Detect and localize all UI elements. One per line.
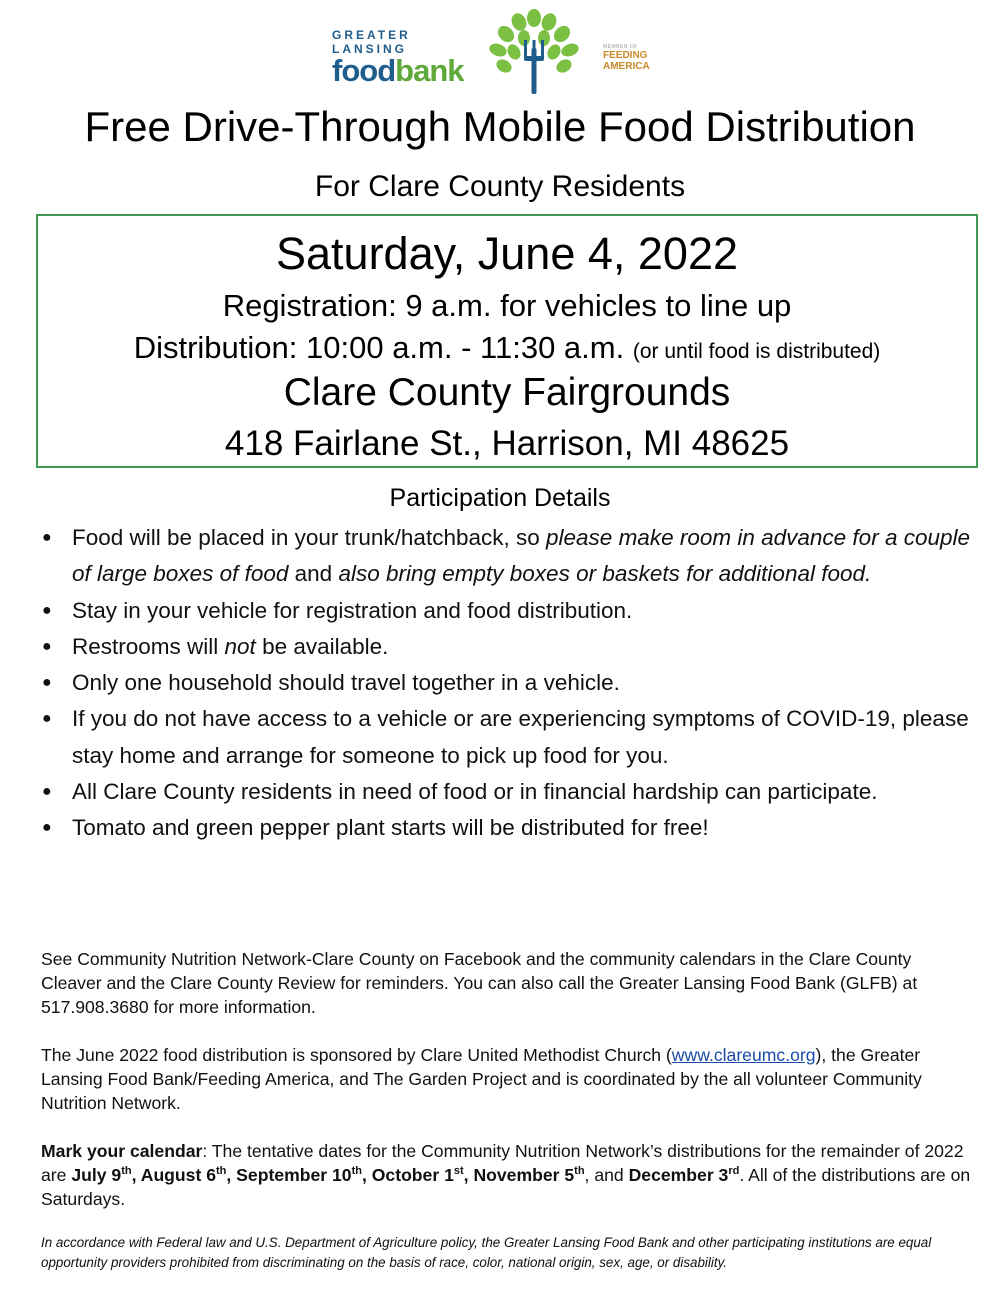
bullet-icon: ● (42, 529, 52, 546)
event-address: 418 Fairlane St., Harrison, MI 48625 (224, 424, 790, 463)
tree-fork-icon (486, 8, 582, 98)
bullet-text: Stay in your vehicle for registration and food distribution. (72, 597, 633, 623)
bullet-text: Food will be placed in your trunk/hatchback, so (72, 525, 547, 550)
bullet-text: Restrooms will (72, 633, 225, 659)
date-suffix: rd (728, 1165, 740, 1178)
bullet-icon: ● (42, 601, 52, 619)
bullet-emphasis: also bring empty boxes or baskets for additional food. (338, 561, 872, 587)
date-text: September 10 (236, 1165, 352, 1186)
list-item (40, 701, 970, 774)
registration-text: 9 a.m. for vehicles to line up (396, 288, 792, 323)
bullet-emphasis: not (224, 633, 256, 659)
date-suffix: st (453, 1165, 464, 1178)
date-august (141, 1165, 236, 1185)
date-sep: , (131, 1165, 141, 1186)
sponsor-text-end: ), the Greater Lansing Food Bank/Feeding America, and The Garden Project and is coordinated by the all volunteer Community Nutrition Network. (41, 1045, 922, 1114)
list-item (40, 520, 970, 593)
feeding-america-logo (603, 44, 673, 72)
calendar-paragraph (41, 1139, 971, 1212)
date-december (629, 1165, 740, 1185)
list-item (40, 774, 970, 810)
date-october (372, 1165, 474, 1185)
bullet-emphasis: please make room in advance for a couple of large boxes of food (72, 525, 971, 587)
details-heading: Participation Details (389, 484, 611, 512)
bullet-text: All Clare County residents in need of food or in financial hardship can participate. (72, 779, 878, 805)
bullet-text: If you do not have access to a vehicle or are experiencing symptoms of COVID-19, please stay home and arrange for someone to pick up food for you. (72, 706, 969, 768)
date-july (71, 1165, 140, 1185)
date-sep: , (463, 1165, 474, 1186)
calendar-end: . All of the distributions are on Saturdays. (41, 1165, 971, 1210)
list-item (40, 810, 970, 846)
bullet-text: and (288, 561, 339, 587)
bullet-icon: ● (42, 819, 52, 837)
event-date: Saturday, June 4, 2022 (276, 228, 738, 279)
distribution-label: Distribution: (133, 330, 298, 365)
list-item (40, 629, 970, 665)
event-venue: Clare County Fairgrounds (283, 371, 731, 414)
glfb-logo (332, 28, 477, 86)
bullet-text: Only one household should travel together in a vehicle. (72, 670, 620, 696)
bullet-icon: ● (42, 674, 52, 692)
date-text: November 5 (473, 1165, 575, 1186)
date-sep: , and (584, 1165, 629, 1186)
distribution-note: (or until food is distributed) (632, 340, 881, 363)
date-suffix: th (351, 1165, 362, 1178)
page-title: Free Drive-Through Mobile Food Distribution (84, 103, 916, 150)
glfb-logo-food: food (332, 53, 396, 88)
calendar-text: : The tentative dates for the Community Nutrition Network’s distributions for the remainder of 2022 are (41, 1141, 964, 1186)
sponsor-text: The June 2022 food distribution is sponsored by Clare United Methodist Church ( (41, 1045, 672, 1065)
date-sep: , (226, 1165, 237, 1186)
feeding-america-member: MEMBER OF (603, 44, 638, 50)
reminder-paragraph: See Community Nutrition Network-Clare County on Facebook and the community calendars in the Clare County Cleaver and the Clare County Review for reminders. You can also call the Greater Lansing Food Bank (GLFB) at 517.908.3680 for more information. (41, 949, 918, 1018)
page-subtitle: For Clare County Residents (314, 170, 686, 203)
logo-row (0, 8, 1000, 96)
glfb-logo-top: GREATER LANSING (332, 28, 411, 56)
date-sep: , (361, 1165, 372, 1186)
date-text: August 6 (140, 1165, 216, 1186)
glfb-logo-wordmark (332, 53, 477, 88)
date-text: July 9 (71, 1165, 122, 1186)
date-suffix: th (121, 1165, 132, 1178)
sponsor-paragraph (41, 1043, 971, 1116)
date-suffix: th (216, 1165, 227, 1178)
calendar-lead: Mark your calendar (41, 1141, 203, 1161)
clareumc-link[interactable]: www.clareumc.org (671, 1045, 816, 1065)
bullet-icon: ● (42, 783, 52, 801)
registration-label: Registration: (222, 288, 397, 323)
event-registration (38, 288, 976, 324)
distribution-text: 10:00 a.m. - 11:30 a.m. (297, 330, 633, 365)
bullet-text: be available. (255, 633, 389, 659)
date-november (473, 1165, 584, 1185)
feeding-america-line1: FEEDING (603, 50, 648, 61)
date-text: October 1 (371, 1165, 454, 1186)
date-suffix: th (574, 1165, 585, 1178)
bullet-icon: ● (42, 637, 52, 655)
event-distribution (38, 330, 976, 366)
nondiscrimination-statement: In accordance with Federal law and U.S. Department of Agriculture policy, the Greater Lansing Food Bank and other participating institutions are equal opportunity providers prohibited from discriminating on the basis of race, color, national origin, sex, age, or disability. (41, 1235, 932, 1270)
glfb-logo-bank: bank (395, 53, 464, 88)
list-item (40, 593, 970, 629)
date-text: December 3 (628, 1165, 729, 1186)
feeding-america-line2: AMERICA (603, 61, 650, 72)
bullet-icon: ● (42, 710, 52, 728)
date-september (236, 1165, 372, 1185)
participation-list (40, 520, 970, 847)
list-item (40, 665, 970, 701)
bullet-text: Tomato and green pepper plant starts will be distributed for free! (72, 815, 709, 841)
event-info-box (36, 214, 978, 468)
